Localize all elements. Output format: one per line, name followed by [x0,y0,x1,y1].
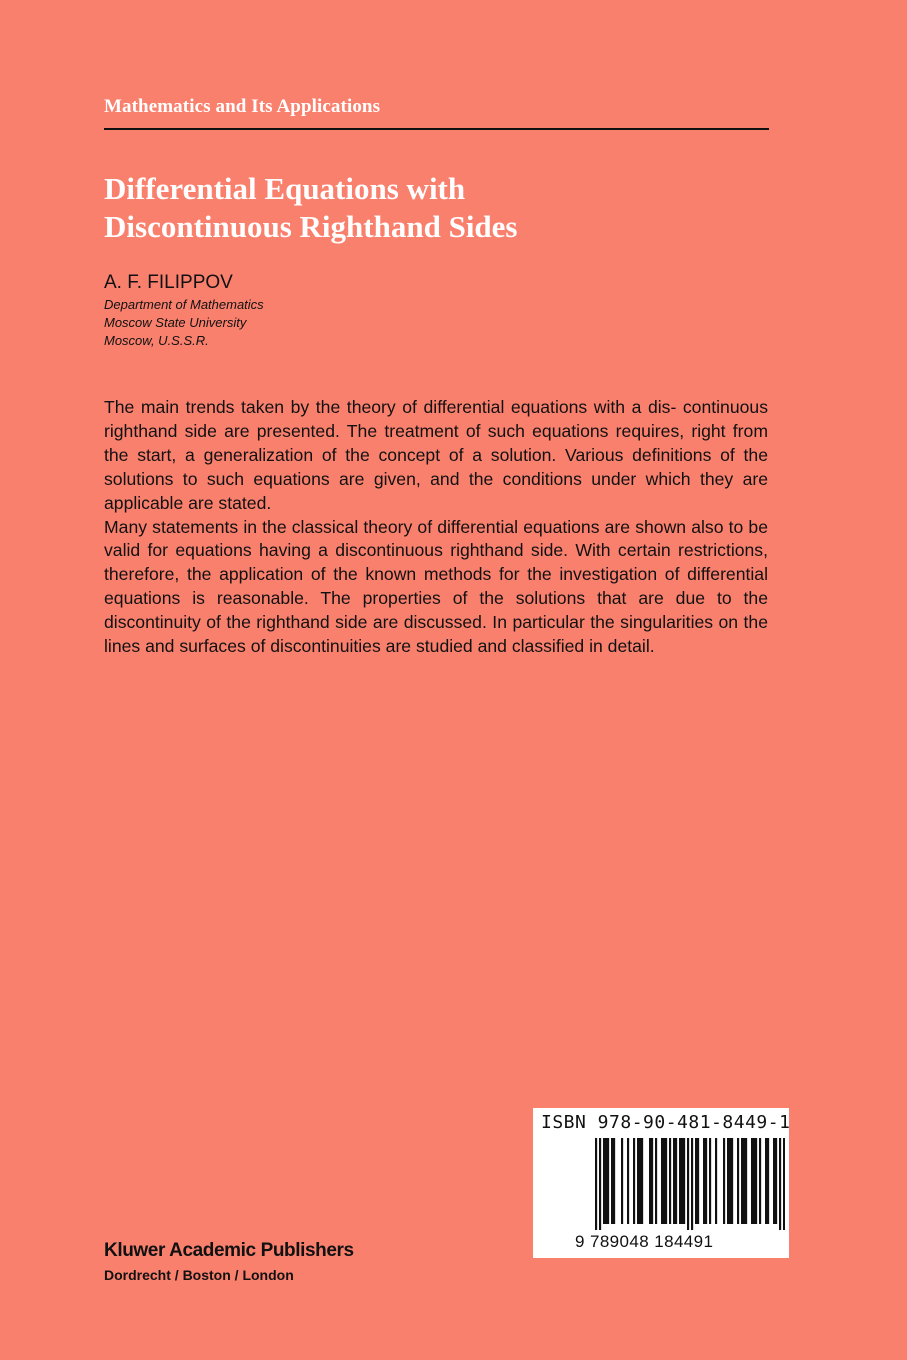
barcode-bar [729,1138,731,1224]
barcode-bar [599,1138,601,1230]
barcode-bar [639,1138,641,1224]
barcode-bar [727,1138,729,1224]
barcode-bar [673,1138,675,1224]
barcode-bar [741,1138,743,1224]
barcode-bar [767,1138,769,1224]
barcode-bars [595,1138,785,1230]
barcode-bar [723,1138,725,1224]
barcode-bar [751,1138,753,1224]
ean-digits: 9 789048 184491 [575,1232,714,1251]
barcode-bar [603,1138,605,1224]
isbn-label: ISBN 978-90-481-8449-1 [541,1112,791,1133]
affiliation-line-2: Moscow State University [104,315,247,330]
barcode-bar [641,1138,643,1224]
publisher-cities: Dordrecht / Boston / London [104,1267,294,1283]
barcode-bar [655,1138,657,1224]
barcode-bar [753,1138,755,1224]
barcode-bar [737,1138,739,1224]
barcode-bar [759,1138,761,1224]
barcode-bar [607,1138,609,1224]
barcode-bar [709,1138,711,1224]
barcode-bar [621,1138,623,1224]
affiliation-line-3: Moscow, U.S.S.R. [104,333,209,348]
barcode-bar [731,1138,733,1224]
barcode-bar [665,1138,667,1224]
barcode-bar [627,1138,629,1224]
description-paragraph-1: The main trends taken by the theory of differential equations with a dis- continuous righthand side are presented. The treatment of such equations requires, right from the start, a generalization of the concept of a solution. Various definitions of the solutions to such equations are given, and the conditions under which they are applicable are stated. [104,397,768,513]
affiliation-line-1: Department of Mathematics [104,297,264,312]
barcode-bar [765,1138,767,1224]
barcode-bar [595,1138,597,1230]
book-title-line-1: Differential Equations with [104,171,466,206]
barcode-bar [705,1138,707,1224]
barcode-bar [637,1138,639,1224]
barcode-bar [683,1138,685,1224]
barcode-bar [661,1138,663,1224]
book-description [104,396,768,659]
barcode-bar [743,1138,745,1224]
barcode-bar [611,1138,613,1224]
barcode-bar [669,1138,671,1224]
barcode-bar [783,1138,785,1230]
barcode-bar [697,1138,699,1224]
barcode-bar [773,1138,775,1224]
publisher-name: Kluwer Academic Publishers [104,1240,354,1261]
author-name: A. F. FILIPPOV [104,272,233,293]
barcode-bar [675,1138,677,1224]
barcode-bar [775,1138,777,1224]
barcode-bar [679,1138,681,1224]
barcode-bar [681,1138,683,1224]
barcode-bar [703,1138,705,1224]
series-name: Mathematics and Its Applications [104,96,381,117]
description-paragraph-2: Many statements in the classical theory of differential equations are shown also to be valid for equations having a discontinuous righthand side. With certain restrictions, therefore, the application of the known methods for the investigation of differential equations is reasonable. The properties of the solutions that are due to the discontinuity of the righthand side are discussed. In particular the singularities on the lines and surfaces of discontinuities are studied and classified in detail. [104,516,768,657]
barcode-bar [651,1138,653,1224]
barcode-bar [695,1138,697,1224]
header-rule [104,128,769,130]
book-title [104,170,518,246]
barcode-bar [605,1138,607,1224]
barcode-bar [613,1138,615,1224]
barcode-bar [779,1138,781,1230]
barcode-bar [663,1138,665,1224]
barcode-bar [633,1138,635,1224]
barcode-bar [715,1138,717,1224]
author-affiliation [104,296,264,350]
barcode-bar [745,1138,747,1224]
book-title-line-2: Discontinuous Righthand Sides [104,209,518,244]
barcode-bar [687,1138,689,1230]
barcode-bar [755,1138,757,1224]
barcode-bar [649,1138,651,1224]
barcode-bar [691,1138,693,1230]
isbn-barcode [533,1108,789,1258]
